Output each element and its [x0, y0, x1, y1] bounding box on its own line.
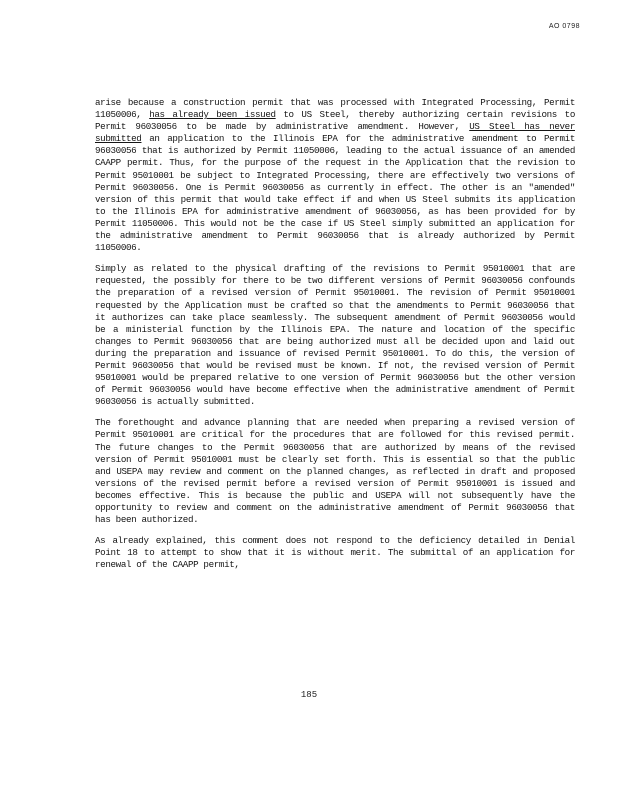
paragraph-3: The forethought and advance planning that are needed when preparing a revised version of Permit 95010001 are critical for the procedures that are followed for this revised permit. The future changes to the Permit 96030056 that are authorized by means of the revised version of Permit 95010001 must be clearly set forth. This is essential so that the public and USEPA may review and comment on the planned changes, as reflected in draft and proposed versions of the revised permit before a revised version of Permit 95010001 is issued and becomes effective. This is because the public and USEPA will not subsequently have the opportunity to review and comment on the administrative amendment of Permit 96030056 that has been authorized. — [95, 417, 575, 526]
document-id: AO 0798 — [548, 23, 580, 30]
paragraph-2: Simply as related to the physical drafting of the revisions to Permit 95010001 that are requested, the possibly for there to be two different versions of Permit 96030056 confounds the preparation of a revised version of Permit 95010001. The revision of Permit 95010001 requested by the Application must be crafted so that the amendments to Permit 96030056 that it authorizes can take place seamlessly. The subsequent amendment of Permit 96030056 would be a ministerial function by the Illinois EPA. The nature and location of the specific changes to Permit 96030056 that are being authorized must all be decided upon and laid out during the preparation and issuance of revised Permit 95010001. To do this, the version of Permit 96030056 that would be revised must be known. If not, the revised version of Permit 95010001 would be prepared relative to one version of Permit 96030056 but the other version of Permit 96030056 would have become effective when the administrative amendment of Permit 96030056 is actually submitted. — [95, 263, 575, 408]
page-number: 185 — [300, 690, 318, 700]
underlined-phrase: US Steel has never submitted — [95, 121, 575, 145]
paragraph-1: arise because a construction permit that was processed with Integrated Processing, Permit 11050006, has already been issued to US Steel, thereby authorizing certain revisions to Permit 96030056 to be made by administrative amendment. However, US Steel has never submitted an application to the Illinois EPA for the administrative amendment to Permit 96030056 that is authorized by Permit 11050006, leading to the actual issuance of an amended CAAPP permit. Thus, for the purpose of the request in the Application that the revision to Permit 95010001 be subject to Integrated Processing, there are effectively two versions of Permit 96030056. One is Permit 96030056 as currently in effect. The other is an "amended" version of this permit that would take effect if and when US Steel submits its application to the Illinois EPA for administrative amendment of 96030056, as has been provided for by Permit 11050006. This would not be the case if US Steel simply submitted an application for the administrative amendment to Permit 96030056 that is already authorized by Permit 11050006. — [95, 97, 575, 254]
body-text — [95, 97, 575, 580]
underlined-phrase: has already been issued — [149, 109, 276, 121]
paragraph-4: As already explained, this comment does not respond to the deficiency detailed in Denial Point 18 to attempt to show that it is without merit. The submittal of an application for renewal of the CAAPP permit, — [95, 535, 575, 571]
